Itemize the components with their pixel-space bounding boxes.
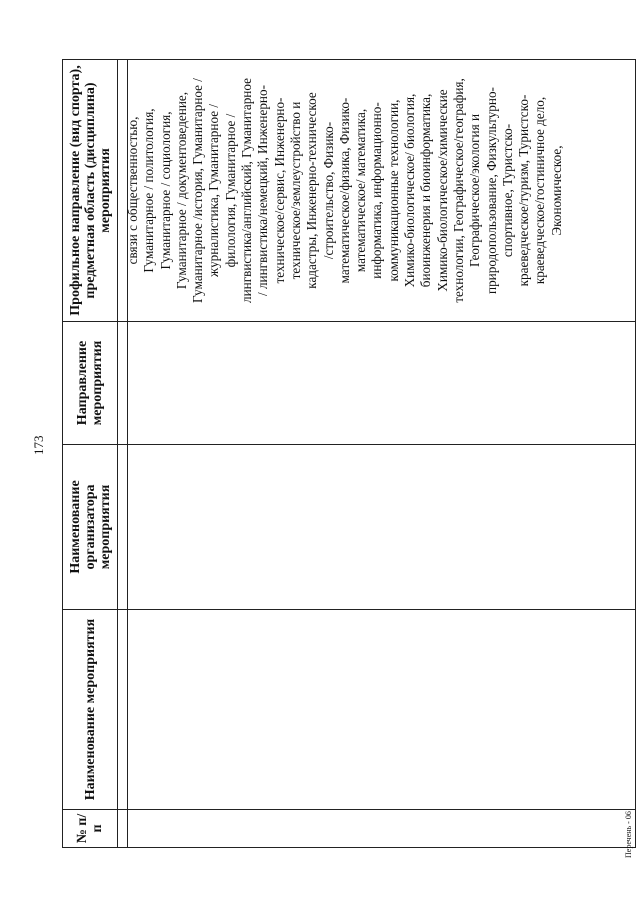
profile-line: филология, Гуманитарное /: [222, 113, 238, 268]
cell-number: [128, 810, 636, 848]
profile-line: информатика, информационно-: [369, 102, 385, 279]
blank-cell: [118, 810, 128, 848]
blank-cell: [118, 610, 128, 810]
profile-line: коммуникационные технологии,: [385, 99, 401, 282]
profile-line: Гуманитарное / политология,: [141, 108, 157, 273]
profile-line: технологии, Географическое/география,: [450, 78, 466, 303]
profile-line: Экономическое,: [548, 145, 564, 236]
profile-line: техническое/сервис, Инженерно-: [271, 97, 287, 284]
footer-label: Перечень - 06: [624, 811, 633, 858]
header-event-name: Наименование мероприятия: [63, 610, 118, 810]
header-profile: Профильное направление (вид спорта), предметная область (дисциплина) мероприятия: [63, 60, 118, 322]
profile-line: кадастры, Инженерно-техническое: [304, 92, 320, 289]
profile-line: природопользование, Физкультурно-: [483, 87, 499, 294]
rotated-table-wrapper: [62, 60, 636, 848]
profile-line: Гуманитарное / документоведение,: [173, 91, 189, 290]
header-organizer: Наименование организатора мероприятия: [63, 445, 118, 610]
profile-line: связи с общественностью,: [125, 116, 140, 265]
profile-line: математическое/физика, Физико-: [336, 97, 352, 284]
profile-line: Гуманитарное / социология,: [157, 111, 173, 270]
profile-line: Химико-биологическое/химические: [434, 89, 450, 292]
profile-line: техническое/землеустройство и: [287, 101, 303, 280]
events-table: [62, 59, 636, 848]
blank-cell: [118, 445, 128, 610]
cell-event-name: [128, 610, 636, 810]
profile-line: краеведческое/туризм, Туристско-: [516, 94, 532, 287]
blank-cell: [118, 322, 128, 445]
profile-line: /строительство, Физико-: [320, 121, 336, 260]
header-number: № п/п: [63, 810, 118, 848]
profile-line: Химико-биологическое/ биология,: [402, 93, 418, 288]
page-number: 173: [31, 435, 46, 455]
profile-line: биоинженерия и биоинформатика,: [418, 93, 434, 288]
cell-profile: [125, 60, 636, 322]
profile-text: [125, 60, 565, 321]
header-direction: Направление мероприятия: [63, 322, 118, 445]
profile-line: журналистика, Гуманитарное /: [206, 103, 222, 278]
profile-line: / лингвистика/немецкий, Инженерно-: [255, 85, 271, 296]
profile-line: спортивное, Туристско-: [499, 123, 515, 258]
profile-line: математическое/ математика,: [353, 108, 369, 273]
cell-direction: [128, 322, 636, 445]
profile-line: Географическое/экология и: [467, 113, 483, 268]
cell-organizer: [128, 445, 636, 610]
profile-line: лингвистика/английский, Гуманитарное: [239, 78, 255, 303]
table-row: [128, 60, 636, 848]
profile-line: краеведческое/гостиничное дело,: [532, 96, 548, 285]
header-row: [63, 60, 118, 848]
profile-line: Гуманитарное /история, Гуманитарное /: [190, 78, 206, 303]
